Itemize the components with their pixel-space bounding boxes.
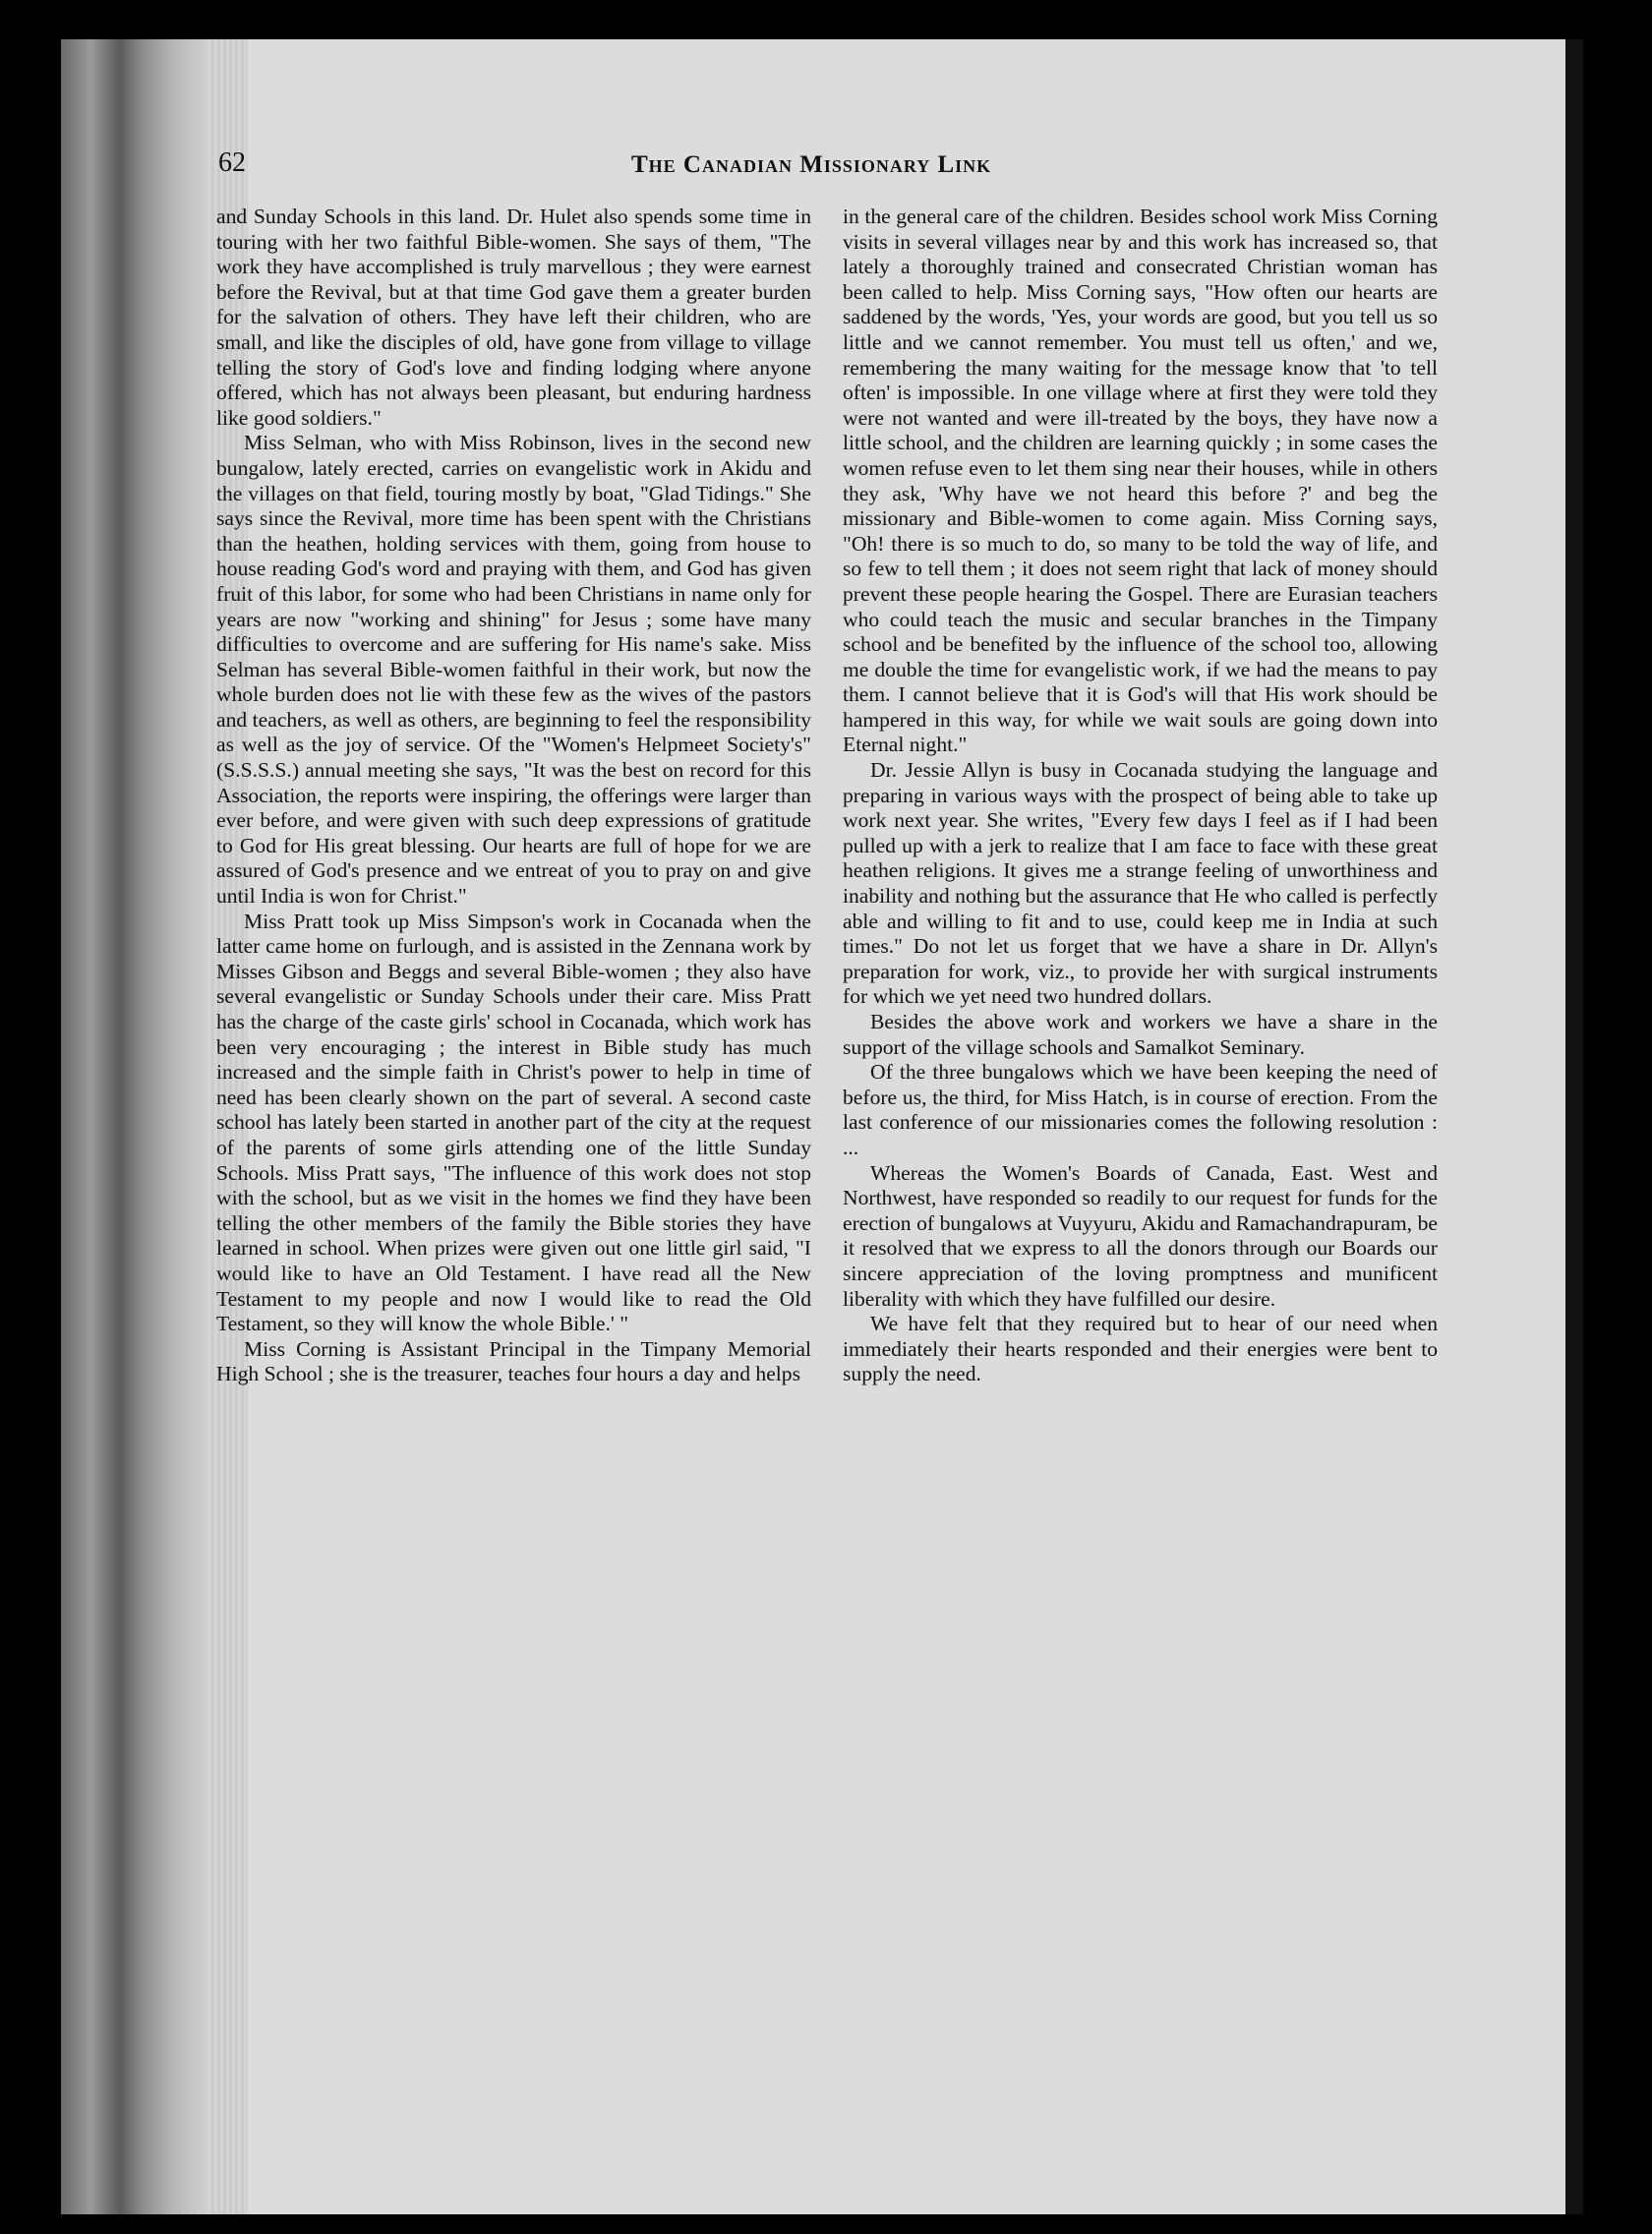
right-column bbox=[843, 205, 1438, 1387]
paragraph: We have felt that they required but to hear of our need when immediately their hearts responded and their energies were bent to supply the need. bbox=[843, 1312, 1438, 1386]
page-header bbox=[218, 147, 1329, 191]
paragraph: Dr. Jessie Allyn is busy in Cocanada studying the language and preparing in various ways with the prospect of being able to take up work next year. She writes, "Every few days I feel as if I had been pulled up with a jerk to realize that I am face to face with these great heathen religions. It gives me a strange feeling of unworthiness and inability and nothing but the assurance that He who called is perfectly able and willing to fit and to use, could keep me in India at such times." Do not let us forget that we have a share in Dr. Allyn's preparation for work, viz., to provide her with surgical instruments for which we yet need two hundred dollars. bbox=[843, 758, 1438, 1009]
paragraph: and Sunday Schools in this land. Dr. Hulet also spends some time in touring with her two faithful Bible-women. She says of them, "The work they have accomplished is truly marvellous ; they were earnest before the Revival, but at that time God gave them a greater burden for the salvation of others. They have left their children, who are small, and like the disciples of old, have gone from village to village telling the story of God's love and finding lodging where anyone offered, which has not always been pleasant, but enduring hardness like good soldiers." bbox=[216, 205, 811, 430]
paragraph: Whereas the Women's Boards of Canada, East. West and Northwest, have responded so readily to our request for funds for the erection of bungalows at Vuyyuru, Akidu and Ramachandrapuram, be it resolved that we express to all the donors through our Boards our sincere appreciation of the loving promptness and munificent liberality with which they have fulfilled our desire. bbox=[843, 1160, 1438, 1311]
scan-border bbox=[1565, 39, 1583, 2214]
page-number: 62 bbox=[218, 147, 246, 178]
paragraph: in the general care of the children. Besides school work Miss Corning visits in several villages near by and this work has increased so, that lately a thoroughly trained and consecrated Christian woman has been called to help. Miss Corning says, "How often our hearts are saddened by the words, 'Yes, your words are good, but you tell us so little and we cannot remember. You must tell us often,' and we, remembering the many waiting for the message know that 'to tell often' is impossible. In one village where at first they were told they were not wanted and were ill-treated by the boys, they have now a little school, and the children are learning quickly ; in some cases the women refuse even to let them sing near their houses, while in others they ask, 'Why have we not heard this before ?' and beg the missionary and Bible-women to come again. Miss Corning says, "Oh! there is so much to do, so many to be told the way of life, and so few to tell them ; it does not seem right that lack of money should prevent these people hearing the Gospel. There are Eurasian teachers who could teach the music and secular branches in the Timpany school and be benefited by the influence of the school too, allowing me double the time for evangelistic work, if we had the means to pay them. I cannot believe that it is God's will that His work should be hampered in this way, for while we wait souls are going down into Eternal night." bbox=[843, 205, 1438, 757]
paragraph: Miss Pratt took up Miss Simpson's work in Cocanada when the latter came home on furlough, and is assisted in the Zennana work by Misses Gibson and Beggs and several Bible-women ; they also have several evangelistic or Sunday Schools under their care. Miss Pratt has the charge of the caste girls' school in Cocanada, which work has been very encouraging ; the interest in Bible study has much increased and the simple faith in Christ's power to help in time of need has been clearly shown on the part of several. A second caste school has lately been started in another part of the city at the request of the parents of some girls attending one of the little Sunday Schools. Miss Pratt says, "The influence of this work does not stop with the school, but as we visit in the homes we find they have been telling the other members of the family the Bible stories they have learned in school. When prizes were given out one little girl said, "I would like to have an Old Testament. I have read all the New Testament to my people and now I would like to read the Old Testament, so they will know the whole Bible.' " bbox=[216, 909, 811, 1336]
book-binding-shadow bbox=[61, 39, 208, 2214]
paragraph: Miss Selman, who with Miss Robinson, lives in the second new bungalow, lately erected, carries on evangelistic work in Akidu and the villages on that field, touring mostly by boat, "Glad Tidings." She says since the Revival, more time has been spent with the Christians than the heathen, holding services with them, going from house to house reading God's word and praying with them, and God has given fruit of this labor, for some who had been Christians in name only for years are now "working and shining" for Jesus ; some have many difficulties to overcome and are suffering for His name's sake. Miss Selman has several Bible-women faithful in their work, but now the whole burden does not lie with these few as the wives of the pastors and teachers, as well as others, are beginning to feel the responsibility as well as the joy of service. Of the "Women's Helpmeet Society's" (S.S.S.S.) annual meeting she says, "It was the best on record for this Association, the reports were inspiring, the offerings were larger than ever before, and were given with such deep expressions of gratitude to God for His great blessing. Our hearts are full of hope for we are assured of God's presence and we entreat of you to pray on and give until India is won for Christ." bbox=[216, 431, 811, 909]
paragraph: Miss Corning is Assistant Principal in the Timpany Memorial High School ; she is the treasurer, teaches four hours a day and helps bbox=[216, 1336, 811, 1386]
left-column bbox=[216, 205, 811, 1387]
paragraph: Of the three bungalows which we have been keeping the need of before us, the third, for Miss Hatch, is in course of erection. From the last conference of our missionaries comes the following resolution : ... bbox=[843, 1060, 1438, 1159]
paragraph: Besides the above work and workers we have a share in the support of the village schools and Samalkot Seminary. bbox=[843, 1010, 1438, 1059]
running-title: The Canadian Missionary Link bbox=[631, 151, 992, 178]
